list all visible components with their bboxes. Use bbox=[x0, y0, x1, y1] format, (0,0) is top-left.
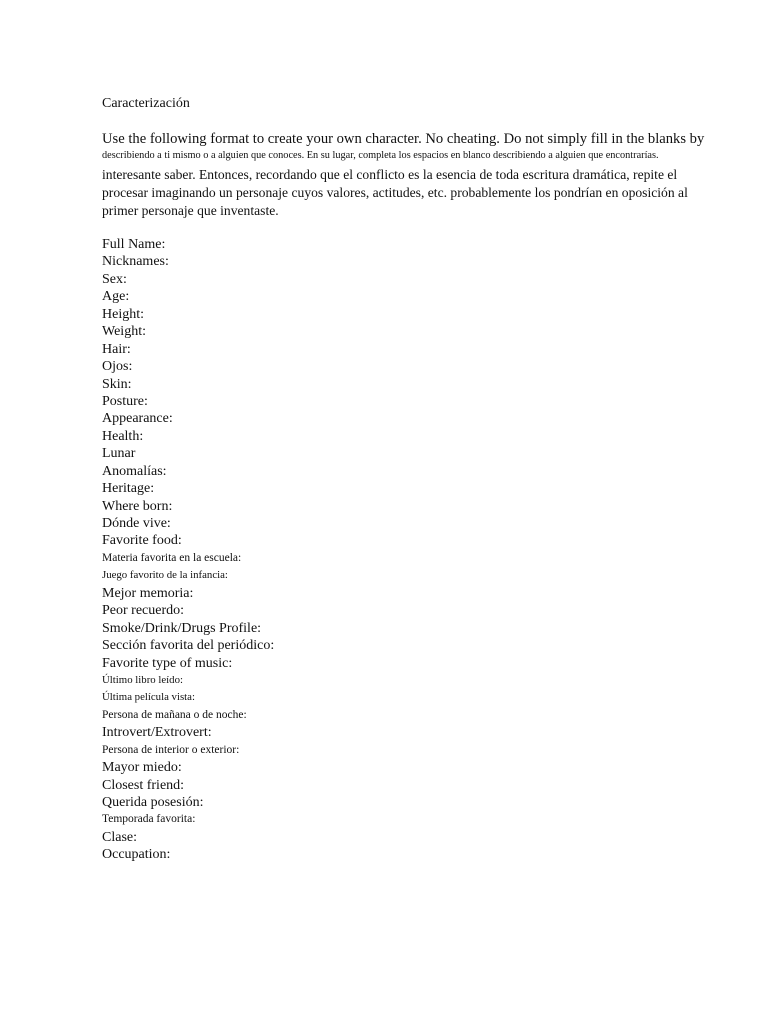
field-age: Age: bbox=[102, 289, 130, 305]
field-hair: Hair: bbox=[102, 341, 131, 357]
intro-line: interesante saber. Entonces, recordando que el conflicto es la esencia de toda escritura dramática, repite el bbox=[102, 167, 678, 182]
field-morning-or-night: Persona de mañana o de noche: bbox=[102, 708, 247, 721]
field-heritage: Heritage: bbox=[102, 481, 155, 497]
field-sex: Sex: bbox=[102, 271, 127, 287]
field-favorite-newspaper-section: Sección favorita del periódico: bbox=[102, 638, 275, 654]
field-favorite-childhood-game: Juego favorito de la infancia: bbox=[102, 569, 228, 582]
field-class: Clase: bbox=[102, 829, 137, 845]
field-health: Health: bbox=[102, 428, 144, 444]
field-smoke-drink-drugs: Smoke/Drink/Drugs Profile: bbox=[102, 620, 262, 636]
field-appearance: Appearance: bbox=[102, 411, 173, 427]
field-anomalies: Anomalías: bbox=[102, 463, 167, 479]
field-eyes: Ojos: bbox=[102, 359, 133, 375]
field-nicknames: Nicknames: bbox=[102, 254, 169, 270]
field-greatest-fear: Mayor miedo: bbox=[102, 760, 182, 776]
document-title: Caracterización bbox=[102, 96, 190, 111]
field-introvert-extrovert: Introvert/Extrovert: bbox=[102, 725, 212, 741]
field-last-book-read: Último libro leído: bbox=[102, 673, 183, 686]
field-where-lives: Dónde vive: bbox=[102, 516, 171, 531]
character-field-list bbox=[102, 236, 702, 864]
field-worst-memory: Peor recuerdo: bbox=[102, 603, 185, 619]
intro-line: primer personaje que inventaste. bbox=[102, 203, 279, 218]
intro-line: Use the following format to create your own character. No cheating. Do not simply fill in the blanks by bbox=[102, 131, 705, 147]
intro-paragraph bbox=[102, 130, 722, 220]
intro-line: describiendo a ti mismo o a alguien que conoces. En su lugar, completa los espacios en blanco describiendo a alguien que encontrarías. bbox=[102, 150, 659, 161]
field-favorite-music: Favorite type of music: bbox=[102, 655, 233, 671]
field-closest-friend: Closest friend: bbox=[102, 777, 185, 793]
field-lunar: Lunar bbox=[102, 446, 136, 462]
field-height: Height: bbox=[102, 306, 144, 322]
field-last-movie-seen: Última película vista: bbox=[102, 691, 195, 704]
field-posture: Posture: bbox=[102, 393, 148, 409]
field-full-name: Full Name: bbox=[102, 237, 166, 252]
field-favorite-season: Temporada favorita: bbox=[102, 813, 196, 826]
field-weight: Weight: bbox=[102, 324, 146, 340]
field-where-born: Where born: bbox=[102, 498, 173, 514]
field-cherished-possession: Querida posesión: bbox=[102, 795, 204, 810]
field-favorite-subject: Materia favorita en la escuela: bbox=[102, 551, 242, 564]
field-occupation: Occupation: bbox=[102, 847, 171, 863]
field-indoor-outdoor: Persona de interior o exterior: bbox=[102, 743, 240, 756]
field-skin: Skin: bbox=[102, 376, 132, 392]
field-best-memory: Mejor memoria: bbox=[102, 585, 194, 601]
intro-line: procesar imaginando un personaje cuyos valores, actitudes, etc. probablemente los pondrían en oposición al bbox=[102, 185, 688, 200]
field-favorite-food: Favorite food: bbox=[102, 533, 182, 549]
